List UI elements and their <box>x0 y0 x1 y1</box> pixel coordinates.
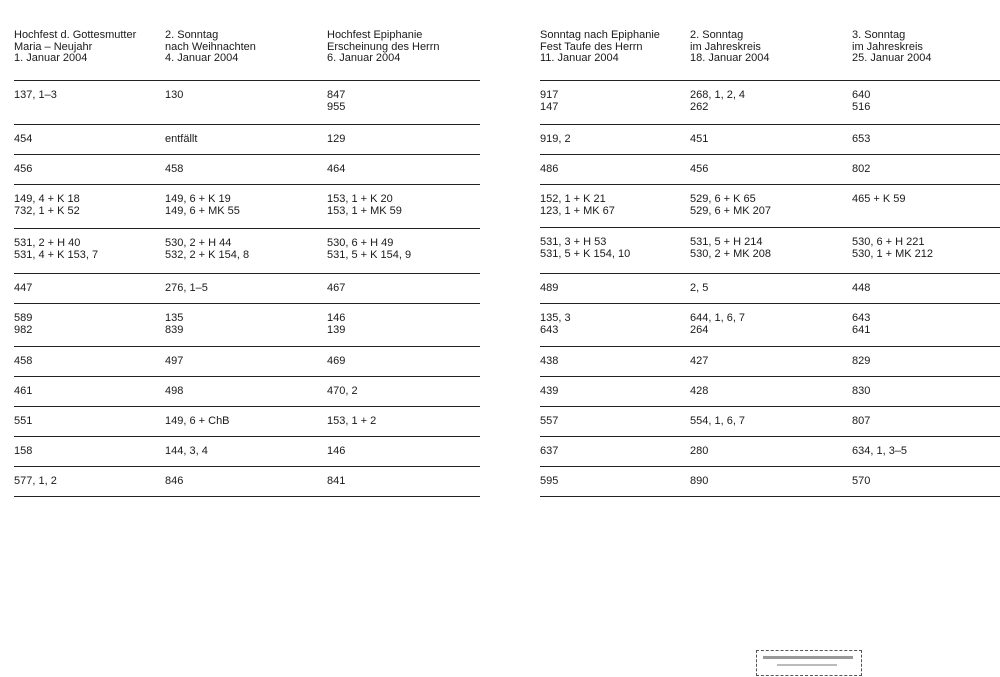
left-cell: 497 <box>165 355 184 367</box>
left-cell: 276, 1–5 <box>165 282 208 294</box>
left-cell: 498 <box>165 385 184 397</box>
left-cell: 458 <box>14 355 33 367</box>
right-cell: 595 <box>540 475 559 487</box>
right-table-row <box>540 125 1000 155</box>
left-cell: 458 <box>165 163 184 175</box>
left-cell: 461 <box>14 385 33 397</box>
left-cell: 149, 6 + K 19 149, 6 + MK 55 <box>165 193 240 217</box>
left-cell: 149, 4 + K 18 732, 1 + K 52 <box>14 193 80 217</box>
right-cell: 531, 5 + H 214 530, 2 + MK 208 <box>690 236 772 260</box>
left-header-2: 2. Sonntag nach Weihnachten 4. Januar 2004 <box>165 29 256 64</box>
right-cell: 829 <box>852 355 871 367</box>
right-header-3: 3. Sonntag im Jahreskreis 25. Januar 2004 <box>852 29 932 64</box>
left-cell: 146 139 <box>327 312 346 336</box>
right-cell: 643 641 <box>852 312 871 336</box>
right-cell: 531, 3 + H 53 531, 5 + K 154, 10 <box>540 236 631 260</box>
left-cell: 551 <box>14 415 33 427</box>
left-cell: 531, 2 + H 40 531, 4 + K 153, 7 <box>14 237 99 261</box>
right-cell: 451 <box>690 133 709 145</box>
left-table-row <box>14 347 480 377</box>
left-cell: 153, 1 + 2 <box>327 415 377 427</box>
left-table <box>14 30 480 497</box>
right-header-row <box>540 30 1000 81</box>
right-cell: 448 <box>852 282 871 294</box>
right-cell: 529, 6 + K 65 529, 6 + MK 207 <box>690 193 772 217</box>
right-cell: 465 + K 59 <box>852 193 906 205</box>
right-table-row <box>540 228 1000 274</box>
right-header-2: 2. Sonntag im Jahreskreis 18. Januar 2004 <box>690 29 770 64</box>
left-cell: 456 <box>14 163 33 175</box>
right-cell: 637 <box>540 445 559 457</box>
left-cell: 467 <box>327 282 346 294</box>
left-cell: 144, 3, 4 <box>165 445 208 457</box>
left-table-row <box>14 304 480 347</box>
right-cell: 428 <box>690 385 709 397</box>
left-cell: 464 <box>327 163 346 175</box>
left-table-row <box>14 274 480 304</box>
right-table-row <box>540 185 1000 228</box>
left-cell: 530, 2 + H 44 532, 2 + K 154, 8 <box>165 237 250 261</box>
left-table-row <box>14 377 480 407</box>
right-header-1: Sonntag nach Epiphanie Fest Taufe des Herrn 11. Januar 2004 <box>540 29 660 64</box>
right-cell: 280 <box>690 445 709 457</box>
left-cell: 470, 2 <box>327 385 358 397</box>
right-table-row <box>540 347 1000 377</box>
left-cell: 447 <box>14 282 33 294</box>
right-table-row <box>540 437 1000 467</box>
left-cell: 847 955 <box>327 89 346 113</box>
left-cell: 149, 6 + ChB <box>165 415 230 427</box>
left-cell: 135 839 <box>165 312 184 336</box>
right-cell: 917 147 <box>540 89 559 113</box>
left-cell: 577, 1, 2 <box>14 475 57 487</box>
right-cell: 530, 6 + H 221 530, 1 + MK 212 <box>852 236 934 260</box>
right-cell: 570 <box>852 475 871 487</box>
stamp-mark <box>756 650 862 676</box>
left-cell: 130 <box>165 89 184 101</box>
left-cell: 454 <box>14 133 33 145</box>
left-table-row <box>14 185 480 229</box>
right-cell: 486 <box>540 163 559 175</box>
right-cell: 802 <box>852 163 871 175</box>
right-table-row <box>540 304 1000 347</box>
left-cell: 158 <box>14 445 33 457</box>
right-cell: 489 <box>540 282 559 294</box>
left-table-row <box>14 467 480 497</box>
left-cell: 137, 1–3 <box>14 89 57 101</box>
right-table-row <box>540 467 1000 497</box>
right-table-body <box>540 81 1000 497</box>
right-cell: 135, 3 643 <box>540 312 571 336</box>
right-cell: 456 <box>690 163 709 175</box>
left-table-row <box>14 229 480 274</box>
right-cell: 438 <box>540 355 559 367</box>
left-header-1: Hochfest d. Gottesmutter Maria – Neujahr 1. Januar 2004 <box>14 29 137 64</box>
right-table-row <box>540 274 1000 304</box>
right-table-row <box>540 155 1000 185</box>
right-cell: 268, 1, 2, 4 262 <box>690 89 746 113</box>
right-cell: 830 <box>852 385 871 397</box>
right-cell: 644, 1, 6, 7 264 <box>690 312 746 336</box>
left-header-3: Hochfest Epiphanie Erscheinung des Herrn 6. Januar 2004 <box>327 29 440 64</box>
right-cell: 152, 1 + K 21 123, 1 + MK 67 <box>540 193 615 217</box>
right-cell: 890 <box>690 475 709 487</box>
right-table-row <box>540 377 1000 407</box>
left-cell: entfällt <box>165 133 198 145</box>
left-header-row <box>14 30 480 81</box>
right-table-row <box>540 407 1000 437</box>
left-cell: 469 <box>327 355 346 367</box>
left-table-row <box>14 437 480 467</box>
left-table-row <box>14 155 480 185</box>
right-cell: 919, 2 <box>540 133 571 145</box>
right-cell: 427 <box>690 355 709 367</box>
right-table-row <box>540 81 1000 125</box>
left-cell: 129 <box>327 133 346 145</box>
right-table <box>540 30 1000 497</box>
left-cell: 153, 1 + K 20 153, 1 + MK 59 <box>327 193 402 217</box>
right-cell: 653 <box>852 133 871 145</box>
left-table-row <box>14 81 480 125</box>
right-cell: 2, 5 <box>690 282 709 294</box>
left-table-row <box>14 407 480 437</box>
left-table-row <box>14 125 480 155</box>
left-table-body <box>14 81 480 497</box>
right-cell: 554, 1, 6, 7 <box>690 415 746 427</box>
right-cell: 439 <box>540 385 559 397</box>
left-cell: 530, 6 + H 49 531, 5 + K 154, 9 <box>327 237 412 261</box>
left-cell: 589 982 <box>14 312 33 336</box>
left-cell: 146 <box>327 445 346 457</box>
left-cell: 846 <box>165 475 184 487</box>
right-cell: 634, 1, 3–5 <box>852 445 908 457</box>
right-cell: 557 <box>540 415 559 427</box>
right-cell: 640 516 <box>852 89 871 113</box>
right-cell: 807 <box>852 415 871 427</box>
left-cell: 841 <box>327 475 346 487</box>
